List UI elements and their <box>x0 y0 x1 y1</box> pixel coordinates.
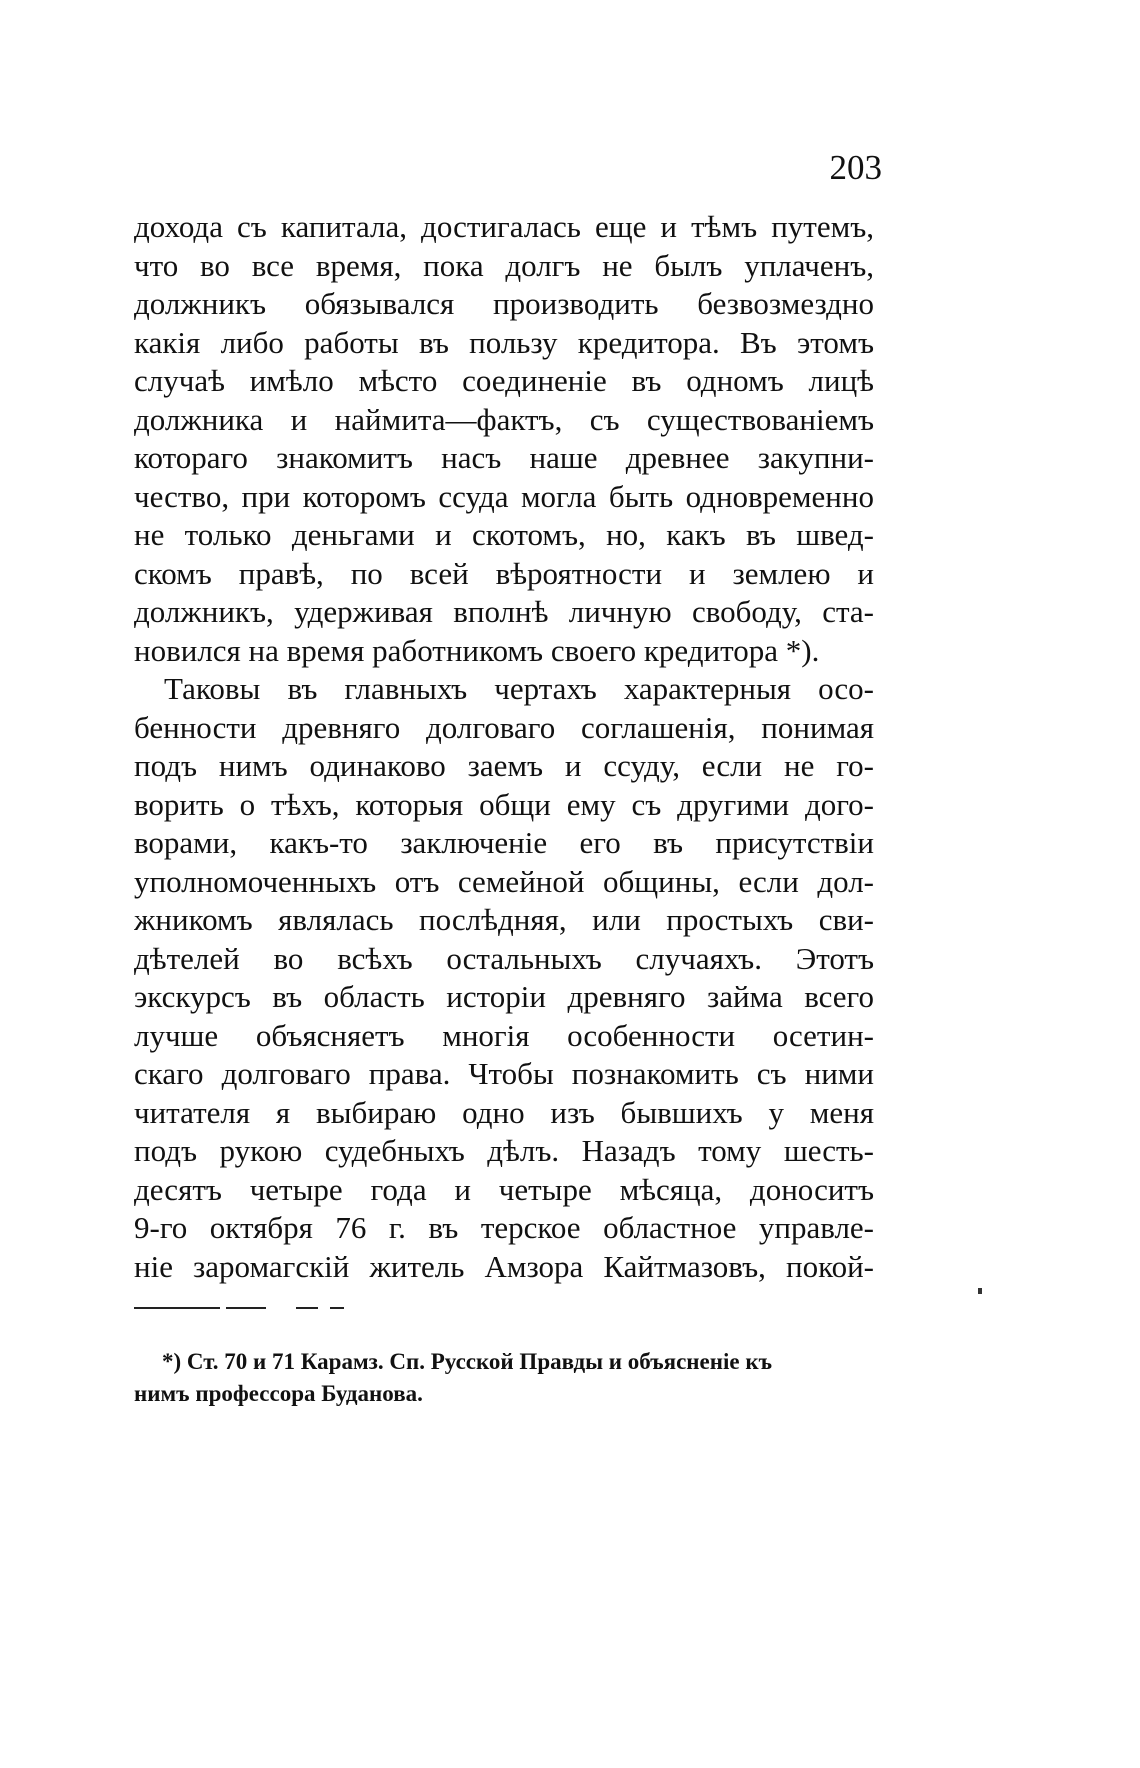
text-line: Таковы въ главныхъ чертахъ характерныя осо- <box>164 671 874 706</box>
text-line: ворить о тѣхъ, которыя общи ему съ другими дого- <box>134 786 874 822</box>
text-line: экскурсъ въ область исторіи древняго займа всего <box>134 979 874 1014</box>
text-line: котораго знакомитъ насъ наше древнее закупни- <box>134 440 874 475</box>
rule-segment <box>330 1307 344 1309</box>
text-line: какія либо работы въ пользу кредитора. Въ этомъ <box>134 324 874 360</box>
text-line: не только деньгами и скотомъ, но, какъ въ швед- <box>134 517 874 552</box>
text-line: что во все время, пока долгъ не былъ уплаченъ, <box>134 247 874 283</box>
text-line: ворами, какъ-то заключеніе его въ присутствіи <box>134 825 874 860</box>
text-line: жникомъ являлась послѣдняя, или простыхъ сви- <box>134 902 874 937</box>
text-line: новился на время работникомъ своего кредитора *). <box>134 632 820 668</box>
page-number: 203 <box>829 148 882 187</box>
body-text <box>134 208 874 1286</box>
text-line: лучше объясняетъ многія особенности осетин- <box>134 1017 874 1053</box>
text-line: уполномоченныхъ отъ семейной общины, если дол- <box>134 863 874 899</box>
text-line: ніе заромагскій житель Амзора Кайтмазовъ, покой- <box>134 1248 874 1284</box>
footnote <box>134 1346 874 1410</box>
rule-segment <box>134 1307 220 1309</box>
text-line: десятъ четыре года и четыре мѣсяца, доноситъ <box>134 1171 874 1207</box>
text-line: случаѣ имѣло мѣсто соединеніе въ одномъ лицѣ <box>134 363 874 398</box>
text-line: скаго долговаго права. Чтобы познакомить съ ними <box>134 1056 874 1091</box>
rule-segment <box>226 1307 266 1309</box>
text-line: должникъ, удерживая вполнѣ личную свободу, ста- <box>134 594 874 629</box>
rule-segment <box>296 1307 318 1309</box>
text-line: скомъ правѣ, по всей вѣроятности и землею и <box>134 555 874 591</box>
text-line: должникъ обязывался производить безвозмездно <box>134 286 874 321</box>
text-line: подъ рукою судебныхъ дѣлъ. Назадъ тому шесть- <box>134 1133 874 1168</box>
text-line: должника и наймита—фактъ, съ существованіемъ <box>134 401 874 437</box>
footnote-line: нимъ профессора Буданова. <box>134 1381 423 1406</box>
text-line: читателя я выбираю одно изъ бывшихъ у меня <box>134 1094 874 1130</box>
paragraph-2 <box>134 670 874 1286</box>
print-speck <box>978 1288 982 1294</box>
text-line: дѣтелей во всѣхъ остальныхъ случаяхъ. Этотъ <box>134 940 874 976</box>
text-line: подъ нимъ одинаково заемъ и ссуду, если не го- <box>134 748 874 783</box>
paragraph-1 <box>134 208 874 670</box>
text-line: дохода съ капитала, достигалась еще и тѣмъ путемъ, <box>134 209 874 244</box>
footnote-line: *) Ст. 70 и 71 Карамз. Сп. Русской Правды и объясненіе къ <box>162 1349 773 1374</box>
text-line: бенности древняго долговаго соглашенія, понимая <box>134 709 874 745</box>
text-line: чество, при которомъ ссуда могла быть одновременно <box>134 478 874 514</box>
text-line: 9-го октября 76 г. въ терское областное управле- <box>134 1210 874 1245</box>
